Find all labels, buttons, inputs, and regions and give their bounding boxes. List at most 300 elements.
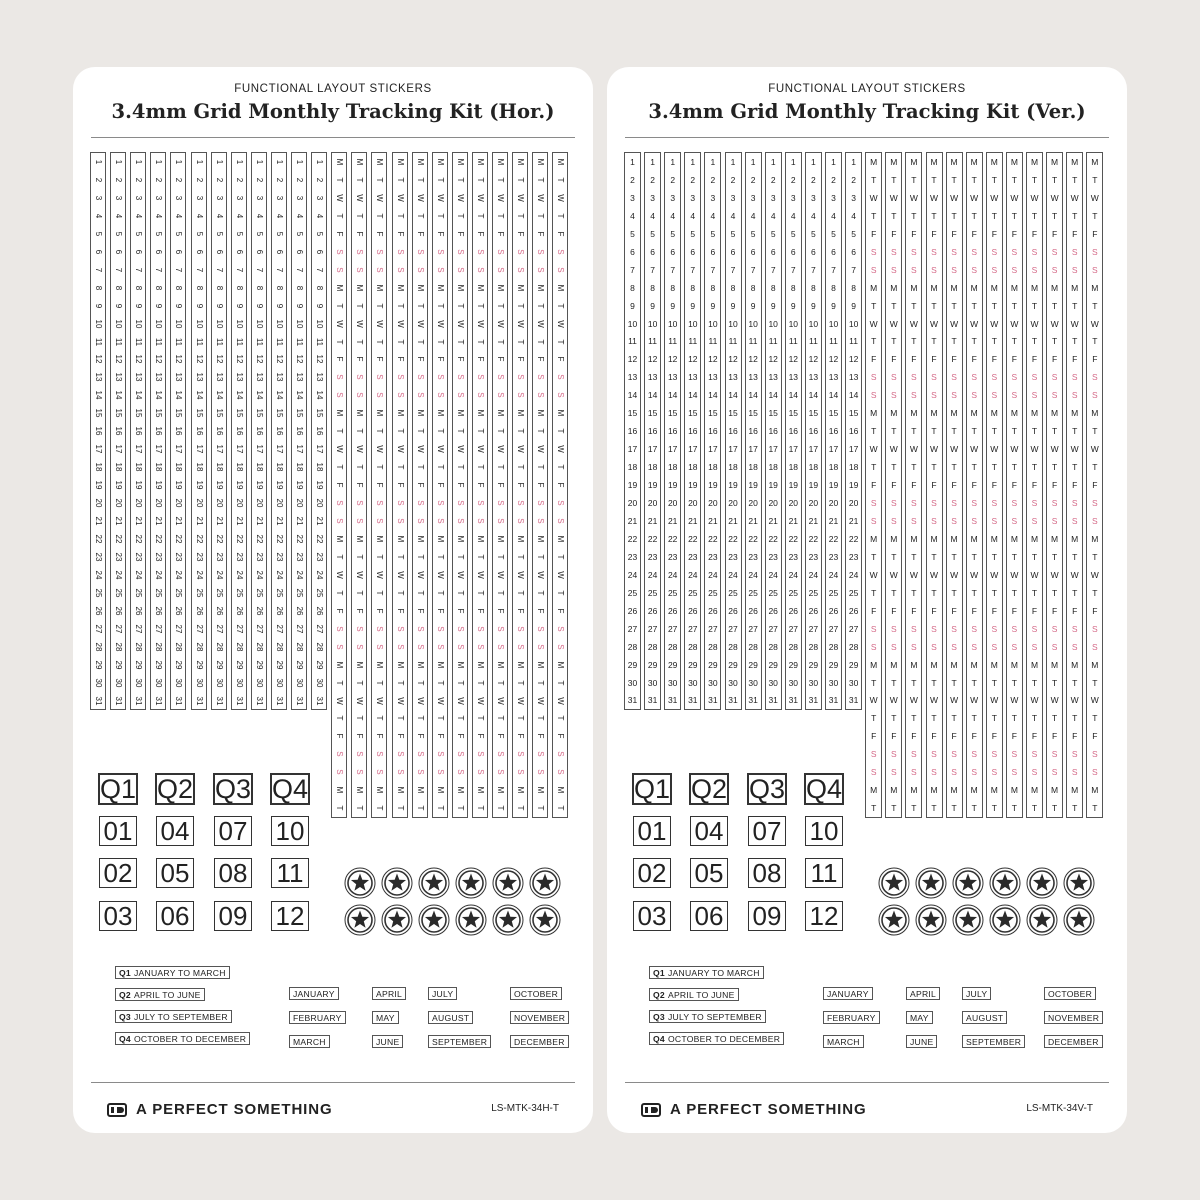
- weekday-letter: T: [951, 677, 957, 688]
- day-number: 4: [274, 213, 284, 219]
- day-number: 25: [153, 588, 163, 598]
- weekday-letter: S: [495, 751, 505, 757]
- weekday-letter: T: [475, 303, 485, 308]
- day-number: 21: [748, 515, 758, 526]
- day-number: 1: [670, 156, 676, 167]
- weekday-letter: S: [870, 623, 877, 634]
- day-number: 9: [194, 303, 203, 308]
- weekday-letter: T: [1011, 551, 1017, 562]
- day-number: 6: [234, 249, 244, 254]
- weekday-letter: F: [1031, 731, 1038, 742]
- weekday-letter: S: [971, 515, 978, 526]
- weekday-letter: T: [555, 554, 565, 560]
- weekday-letter: T: [435, 464, 445, 470]
- weekday-letter: W: [555, 194, 565, 202]
- day-number: 3: [650, 192, 655, 203]
- day-number: 19: [828, 480, 839, 491]
- day-number: 28: [667, 641, 678, 652]
- day-number: 13: [274, 372, 284, 382]
- weekday-letter: M: [1091, 659, 1099, 670]
- day-number: 8: [153, 285, 163, 290]
- weekday-letter: T: [1011, 426, 1017, 437]
- day-number: 3: [274, 195, 284, 201]
- day-number: 19: [153, 480, 163, 490]
- weekday-letter: W: [869, 318, 878, 329]
- weekday-letter: S: [475, 266, 485, 273]
- weekday-letter: M: [1071, 785, 1079, 796]
- day-number: 12: [194, 354, 203, 364]
- day-number: 26: [688, 605, 698, 616]
- weekday-letter: S: [931, 767, 937, 778]
- weekday-letter: T: [931, 426, 937, 437]
- weekday-letter: T: [1072, 551, 1078, 562]
- weekday-letter: F: [515, 356, 525, 362]
- weekday-letter: F: [455, 482, 465, 488]
- weekday-letter: F: [555, 733, 565, 739]
- weekday-strip: [533, 153, 547, 817]
- day-number: 6: [630, 246, 635, 257]
- weekday-letter: W: [889, 695, 898, 706]
- weekday-letter: T: [415, 339, 425, 344]
- day-number: 25: [647, 587, 658, 598]
- day-number: 24: [153, 570, 163, 580]
- day-number: 29: [113, 660, 123, 670]
- day-number: 17: [93, 444, 103, 454]
- weekday-letter: F: [1072, 731, 1078, 742]
- day-number: 7: [730, 264, 736, 275]
- product-code: LS-MTK-34H-T: [491, 1103, 559, 1114]
- day-number: 15: [627, 408, 638, 419]
- day-number: 15: [728, 408, 738, 419]
- weekday-letter: T: [515, 177, 525, 183]
- weekday-letter: W: [869, 695, 878, 706]
- weekday-letter: M: [415, 409, 425, 417]
- weekday-letter: M: [435, 284, 445, 291]
- day-number: 30: [214, 678, 224, 687]
- weekday-letter: F: [495, 733, 505, 739]
- weekday-letter: S: [395, 374, 404, 381]
- weekday-letter: T: [991, 174, 997, 185]
- day-number: 7: [710, 264, 716, 275]
- weekday-letter: S: [555, 751, 565, 757]
- day-number: 27: [254, 624, 264, 634]
- day-number: 6: [710, 246, 716, 257]
- weekday-letter: M: [1051, 659, 1059, 670]
- weekday-letter: S: [515, 266, 525, 273]
- day-number: 23: [667, 551, 678, 562]
- month-number-box: 09: [748, 901, 786, 931]
- weekday-letter: T: [334, 213, 344, 219]
- day-number: 30: [768, 677, 778, 688]
- day-number: 25: [234, 588, 244, 598]
- day-number: 15: [153, 408, 163, 418]
- day-number-strip: [665, 153, 680, 709]
- day-number: 7: [294, 267, 304, 272]
- weekday-letter: M: [950, 408, 958, 419]
- day-number: 19: [93, 480, 103, 490]
- weekday-letter: S: [555, 518, 565, 524]
- quarter-range-label: [115, 1010, 232, 1023]
- day-number: 27: [274, 624, 284, 634]
- weekday-letter: S: [991, 767, 998, 778]
- day-number: 4: [173, 213, 183, 219]
- weekday-letter: T: [911, 803, 917, 814]
- day-number: 5: [173, 231, 183, 236]
- day-number: 5: [153, 231, 163, 236]
- weekday-letter: W: [535, 319, 545, 328]
- weekday-letter: T: [951, 300, 957, 311]
- weekday-letter: M: [970, 408, 978, 419]
- day-number: 3: [93, 195, 103, 201]
- day-number: 29: [828, 659, 839, 670]
- day-number: 27: [728, 623, 738, 634]
- day-number: 5: [811, 228, 816, 239]
- day-number: 10: [808, 318, 819, 329]
- weekday-letter: F: [1011, 605, 1017, 616]
- weekday-strip: [886, 153, 901, 817]
- day-number: 10: [647, 318, 658, 329]
- day-number: 27: [848, 623, 859, 634]
- weekday-letter: S: [1011, 623, 1018, 634]
- weekday-letter: M: [1071, 156, 1079, 167]
- day-number: 14: [688, 390, 698, 401]
- weekday-letter: S: [374, 643, 384, 650]
- weekday-letter: W: [929, 695, 939, 706]
- day-number: 18: [294, 462, 304, 472]
- weekday-letter: S: [515, 643, 525, 650]
- day-number: 30: [194, 678, 203, 687]
- weekday-letter: W: [354, 445, 364, 453]
- weekday-letter: M: [455, 535, 465, 543]
- weekday-letter: T: [1092, 462, 1098, 473]
- day-number: 9: [234, 303, 244, 308]
- weekday-letter: T: [515, 428, 525, 434]
- weekday-letter: M: [1010, 408, 1018, 419]
- day-number: 28: [768, 641, 778, 652]
- weekday-letter: T: [415, 805, 425, 811]
- weekday-letter: F: [555, 608, 565, 614]
- weekday-letter: M: [910, 408, 918, 419]
- weekday-letter: S: [890, 390, 897, 401]
- weekday-letter: M: [970, 282, 978, 293]
- weekday-letter: T: [415, 680, 425, 685]
- weekday-letter: W: [869, 444, 878, 455]
- day-number: 23: [728, 551, 738, 562]
- weekday-letter: F: [1072, 480, 1078, 491]
- weekday-letter: S: [354, 643, 364, 650]
- weekday-letter: T: [1092, 587, 1098, 598]
- day-number: 10: [153, 319, 163, 328]
- weekday-letter: S: [890, 641, 897, 652]
- weekday-letter: S: [991, 390, 998, 401]
- weekday-letter: T: [555, 680, 565, 685]
- weekday-letter: S: [475, 249, 485, 255]
- day-number: 25: [93, 588, 103, 598]
- month-number-box: 09: [214, 901, 252, 931]
- day-number: 9: [294, 303, 304, 308]
- weekday-letter: T: [971, 210, 977, 221]
- weekday-letter: W: [354, 571, 364, 579]
- day-number: 12: [688, 354, 698, 365]
- day-number: 2: [274, 177, 284, 183]
- weekday-letter: F: [535, 482, 545, 488]
- day-number: 17: [728, 444, 738, 455]
- weekday-letter: F: [354, 231, 364, 237]
- weekday-letter: T: [475, 213, 485, 219]
- weekday-letter: W: [909, 569, 918, 580]
- day-number: 4: [93, 213, 103, 219]
- weekday-letter: W: [395, 445, 404, 453]
- weekday-letter: S: [515, 625, 525, 632]
- weekday-letter: F: [555, 482, 565, 488]
- weekday-letter: W: [555, 571, 565, 579]
- weekday-letter: F: [1011, 731, 1017, 742]
- weekday-letter: M: [950, 659, 958, 670]
- day-number: 16: [214, 426, 224, 436]
- weekday-letter: S: [535, 500, 545, 506]
- weekday-letter: T: [1011, 462, 1017, 473]
- weekday-letter: T: [535, 590, 545, 596]
- day-number: 12: [113, 354, 123, 364]
- day-number: 17: [254, 444, 264, 454]
- weekday-letter: F: [951, 228, 957, 239]
- day-number: 2: [650, 174, 655, 185]
- weekday-letter: T: [871, 587, 877, 598]
- month-name-label: SEPTEMBER: [962, 1035, 1025, 1048]
- day-number: 23: [768, 551, 778, 562]
- weekday-letter: T: [891, 803, 897, 814]
- weekday-letter: S: [374, 249, 384, 255]
- month-name-label: MAY: [906, 1011, 933, 1024]
- day-number: 7: [133, 267, 143, 272]
- day-number: 11: [748, 336, 758, 347]
- day-number: 1: [630, 156, 635, 167]
- day-number: 26: [254, 606, 264, 616]
- day-number-strip: [826, 153, 841, 709]
- weekday-letter: S: [1091, 264, 1098, 275]
- weekday-letter: M: [930, 659, 938, 670]
- weekday-letter: S: [395, 751, 404, 757]
- day-number: 16: [788, 426, 799, 437]
- day-number: 31: [708, 695, 718, 706]
- day-number: 3: [133, 195, 143, 201]
- day-number: 5: [274, 231, 284, 236]
- weekday-letter: W: [455, 696, 465, 705]
- weekday-letter: T: [395, 213, 404, 219]
- weekday-letter: F: [395, 231, 404, 237]
- day-number: 8: [113, 285, 123, 290]
- weekday-letter: M: [455, 409, 465, 417]
- quarter-range-text: APRIL TO JUNE: [667, 989, 735, 1000]
- weekday-letter: T: [455, 590, 465, 596]
- quarter-box: Q4: [271, 773, 309, 804]
- weekday-letter: W: [475, 445, 485, 453]
- day-number: 19: [708, 480, 718, 491]
- day-number: 18: [254, 462, 264, 472]
- weekday-letter: W: [1090, 192, 1099, 203]
- day-number: 27: [667, 623, 678, 634]
- day-number: 27: [234, 624, 244, 634]
- month-number-box: 05: [690, 858, 728, 888]
- weekday-letter: T: [1051, 551, 1058, 562]
- day-number: 10: [748, 318, 758, 329]
- day-number: 24: [113, 570, 123, 580]
- weekday-letter: S: [395, 249, 404, 255]
- weekday-letter: T: [334, 464, 344, 470]
- day-number: 1: [750, 156, 756, 167]
- weekday-letter: S: [555, 392, 565, 398]
- weekday-letter: F: [971, 228, 977, 239]
- day-number: 25: [728, 587, 738, 598]
- day-number: 21: [294, 516, 304, 526]
- month-number-box: 10: [271, 816, 309, 846]
- weekday-letter: W: [495, 445, 505, 453]
- weekday-letter: F: [334, 231, 344, 237]
- weekday-letter: M: [970, 785, 978, 796]
- day-number: 6: [790, 246, 796, 257]
- day-number: 15: [274, 408, 284, 418]
- weekday-letter: T: [535, 715, 545, 721]
- day-number: 3: [710, 192, 716, 203]
- quarter-range-label: [115, 988, 205, 1001]
- day-number: 12: [728, 354, 738, 365]
- day-number: 11: [628, 336, 637, 347]
- month-name-label: DECEMBER: [510, 1035, 569, 1048]
- weekday-letter: T: [535, 213, 545, 219]
- day-number: 5: [710, 228, 716, 239]
- weekday-letter: T: [991, 677, 997, 688]
- weekday-letter: W: [415, 571, 425, 579]
- weekday-letter: M: [870, 282, 878, 293]
- day-number: 17: [808, 444, 819, 455]
- weekday-letter: M: [1071, 282, 1079, 293]
- day-number: 28: [214, 642, 224, 652]
- weekday-letter: T: [1092, 677, 1098, 688]
- weekday-letter: F: [1031, 354, 1038, 365]
- weekday-letter: S: [890, 767, 897, 778]
- weekday-letter: M: [334, 535, 344, 543]
- day-number: 7: [113, 267, 123, 272]
- weekday-letter: T: [374, 177, 384, 183]
- weekday-letter: T: [1051, 426, 1058, 437]
- weekday-letter: F: [374, 733, 384, 739]
- weekday-letter: S: [334, 392, 344, 398]
- weekday-letter: W: [1090, 569, 1099, 580]
- day-number: 11: [294, 337, 304, 346]
- weekday-letter: W: [1070, 444, 1079, 455]
- weekday-letter: S: [1011, 264, 1018, 275]
- weekday-letter: T: [515, 464, 525, 470]
- day-number: 13: [113, 372, 123, 382]
- day-number: 10: [113, 319, 123, 328]
- day-number: 27: [294, 624, 304, 634]
- weekday-letter: T: [1011, 677, 1017, 688]
- day-number: 12: [314, 354, 324, 364]
- day-number: 9: [113, 303, 123, 308]
- day-number: 5: [690, 228, 696, 239]
- day-number: 11: [173, 337, 183, 346]
- quarter-code: Q1: [653, 967, 665, 978]
- weekday-letter: S: [1011, 498, 1018, 509]
- day-number: 31: [274, 696, 284, 705]
- weekday-letter: S: [931, 623, 937, 634]
- weekday-letter: W: [950, 695, 959, 706]
- weekday-letter: T: [354, 590, 364, 596]
- weekday-letter: T: [354, 177, 364, 183]
- day-number: 19: [294, 480, 304, 490]
- day-number: 1: [93, 159, 103, 165]
- weekday-letter: S: [334, 266, 344, 273]
- weekday-letter: S: [555, 266, 565, 273]
- weekday-letter: T: [971, 803, 977, 814]
- weekday-letter: M: [334, 409, 344, 417]
- star-badge-icon: [529, 904, 561, 936]
- weekday-letter: T: [1092, 336, 1098, 347]
- month-name-label: SEPTEMBER: [428, 1035, 491, 1048]
- day-number: 29: [274, 660, 284, 670]
- day-number: 3: [851, 192, 856, 203]
- day-number: 30: [314, 678, 324, 687]
- day-number: 7: [214, 267, 224, 272]
- weekday-letter: T: [891, 426, 897, 437]
- day-number: 14: [768, 390, 778, 401]
- day-number: 12: [214, 354, 224, 364]
- day-number: 5: [650, 228, 655, 239]
- weekday-letter: T: [991, 210, 997, 221]
- day-number: 29: [627, 659, 638, 670]
- weekday-letter: W: [495, 194, 505, 202]
- day-number: 15: [294, 408, 304, 418]
- day-number: 19: [254, 480, 264, 490]
- weekday-letter: F: [495, 608, 505, 614]
- day-number: 24: [728, 569, 738, 580]
- day-number: 21: [688, 515, 698, 526]
- weekday-letter: S: [415, 518, 425, 524]
- weekday-letter: F: [931, 731, 937, 742]
- quarter-box: Q2: [690, 773, 728, 804]
- weekday-letter: M: [1010, 659, 1018, 670]
- star-badge-icon: [455, 904, 487, 936]
- day-number: 23: [848, 551, 859, 562]
- day-number: 6: [811, 246, 816, 257]
- day-number: 12: [647, 354, 658, 365]
- weekday-letter: S: [1071, 623, 1078, 634]
- weekday-letter: T: [931, 587, 937, 598]
- weekday-letter: S: [395, 500, 404, 506]
- weekday-letter: S: [1091, 515, 1098, 526]
- day-number: 7: [630, 264, 635, 275]
- weekday-letter: S: [555, 625, 565, 632]
- weekday-letter: T: [971, 677, 977, 688]
- weekday-letter: F: [951, 731, 957, 742]
- weekday-letter: S: [435, 266, 445, 273]
- day-number: 20: [294, 498, 304, 508]
- weekday-letter: T: [1011, 174, 1017, 185]
- day-number: 13: [234, 372, 244, 382]
- star-badge-icon: [529, 867, 561, 899]
- day-number: 29: [848, 659, 859, 670]
- weekday-letter: S: [1071, 767, 1078, 778]
- month-number-box: 04: [156, 816, 194, 846]
- day-number: 22: [828, 533, 839, 544]
- day-number: 12: [133, 354, 143, 364]
- product-code: LS-MTK-34V-T: [1026, 1103, 1093, 1114]
- weekday-letter: T: [931, 677, 937, 688]
- day-number: 24: [314, 570, 324, 580]
- day-number: 11: [314, 337, 324, 346]
- day-number: 25: [788, 587, 799, 598]
- day-number: 1: [650, 156, 655, 167]
